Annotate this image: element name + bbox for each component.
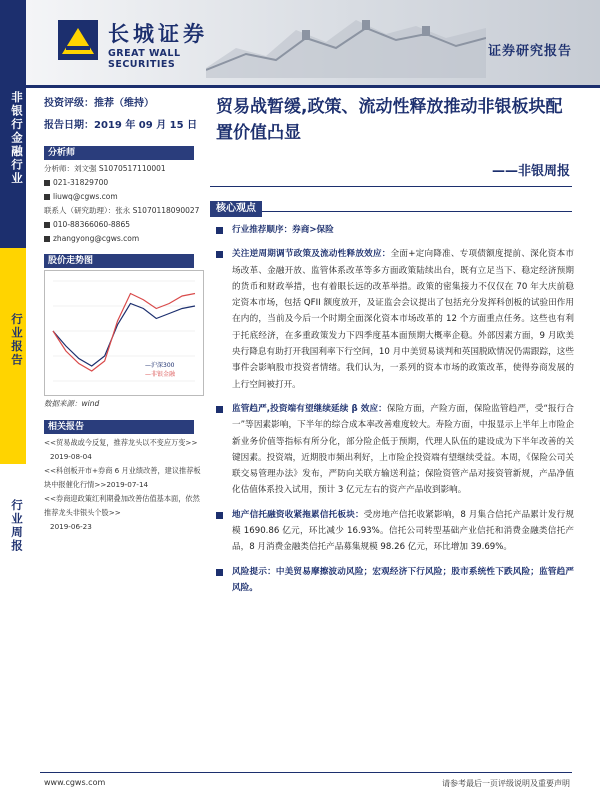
bullet-square-icon [216, 251, 223, 258]
risk-warning: 风险提示：中美贸易摩擦波动风险；宏观经济下行风险；股市系统性下跌风险；监管趋严风险。 [214, 564, 574, 597]
divider [210, 186, 572, 187]
key-point: 地产信托融资收紧拖累信托板块：受房地产信托收紧影响，8 月集合信托产品累计发行规模 1690.86 亿元，环比减少 16.93%。信托公司转型基础产业信托和消费金融类信托产品，8 月消费金融类信托产品募集规模 98.26 亿元，环比增加 39.69%。 [214, 507, 574, 556]
email-icon [44, 236, 50, 242]
price-chart [44, 270, 204, 396]
key-point: 关注逆周期调节政策及流动性释放效应：全面+定向降准、专项债额度提前、深化资本市场改革、金融开放、监管体系改革等多方面政策陆续出台，既有立足当下、稳定经济预期的货币和财政举措，也有着眼长远的改革举措。政策的密集接力不仅仅在 70 年大庆前稳定资本市场，包括 QFII 额度放开，及证监会会议提出了包括充分发挥科创板的试验田作用在内的，当前及今后一个时期全面深化资本市场改革的 12 个方面重点任务。这些也有利于托底经济，在多重政策发力下四季度基本面预期大概率企稳。外部因素方面，9 月欧美央行降息有助打开我国利率下行空间，10 月中美贸易谈判和英国脱欧情况仍需跟踪，这些事件会影响股市投资者情绪。我们认为，一系列的资本市场的政策改革，使得券商发展的上行空间被打开。 [214, 246, 574, 393]
logo-mark-icon [58, 20, 98, 60]
contact-email: zhangyong@cgws.com [44, 232, 194, 246]
chart-legend-entry: —沪深300 [145, 362, 175, 369]
phone-icon [44, 180, 50, 186]
footer-url[interactable]: www.cgws.com [44, 778, 106, 787]
phone-icon [44, 222, 50, 228]
logo-chinese: 长城证券 [108, 21, 208, 46]
side-tab-sector: 非银行金融行业 [10, 90, 24, 186]
related-item[interactable]: <<科创板开市+券商 6 月业绩改善，建议推荐板块中报催化行情>>2019-07-14 [44, 466, 201, 489]
analyst-heading: 分析师 [44, 146, 194, 160]
side-tab-strip [0, 0, 26, 800]
key-points-heading-bar [210, 196, 572, 212]
bullet-square-icon [216, 512, 223, 519]
chart-heading: 股价走势图 [44, 254, 194, 268]
key-points-heading: 核心观点 [210, 201, 262, 217]
report-title: 贸易战暂缓,政策、流动性释放推动非银板块配置价值凸显 [216, 97, 563, 143]
bullet-square-icon [216, 569, 223, 576]
chart-series-line [53, 294, 195, 372]
chart-legend-entry: —非银金融 [145, 371, 176, 378]
chart-series-line [53, 304, 195, 367]
investment-rating: 投资评级：推荐（维持） [44, 98, 154, 109]
key-points [214, 222, 574, 604]
report-type: 证券研究报告 [487, 44, 572, 59]
analyst-name: 分析师：刘文强 S1070517110001 [44, 164, 166, 173]
related-item[interactable]: <<贸易战或今反复，推荐龙头以不变应万变>> 2019-08-04 [44, 438, 198, 461]
bullet-square-icon [216, 227, 223, 234]
related-item[interactable]: <<券商迎政策红利期叠加改善估值基本面，依然推荐龙头非银头个股>> 2019-06-23 [44, 494, 200, 531]
footer-divider [40, 772, 572, 773]
side-tab-report: 行业报告 [10, 313, 24, 367]
analyst-email: liuwq@cgws.com [44, 190, 194, 204]
analyst-info [44, 162, 200, 246]
analyst-phone: 021-31829700 [44, 176, 194, 190]
report-subtitle: ——非银周报 [491, 164, 570, 179]
related-reports [44, 436, 204, 534]
great-wall-illustration [206, 8, 486, 78]
side-tab-weekly: 行业周报 [10, 499, 24, 553]
bullet-square-icon [216, 406, 223, 413]
price-chart-svg [45, 271, 203, 395]
logo-english: GREAT WALL SECURITIES [108, 48, 181, 70]
company-logo [58, 16, 248, 70]
related-heading: 相关报告 [44, 420, 194, 434]
contact-phone: 010-88366060-8865 [44, 218, 194, 232]
chart-source: 数据来源：wind [44, 399, 100, 408]
key-point: 监管趋严,投资端有望继续延续 β 效应：保险方面，产险方面，保险监管趋严，受“报行合一”等因素影响，下半年的综合成本率改善难度较大。寿险方面，中报显示上半年上市险企新业务价值等指标有所分化，部分险企低于预期，代理人队伍的建设成为下半年改善的关键因素。投资端，近期股市频出利好，上市险企投资端有望继续受益。本周，《保险公司关联交易管理办法》发布，严防向关联方输送利益；保险资管产品对接资管新规，产品净值化估值体系投入试用，预计 3 亿元左右的资产产品收到影响。 [214, 401, 574, 499]
page-header [26, 0, 600, 88]
email-icon [44, 194, 50, 200]
report-date: 报告日期：2019 年 09 月 15 日 [44, 120, 198, 131]
footer-disclaimer: 请参考最后一页评级说明及重要声明 [442, 779, 570, 788]
contact-name: 联系人（研究助理）：张永 S1070118090027 [44, 206, 200, 215]
key-point: 行业推荐顺序：券商>保险 [214, 222, 574, 238]
